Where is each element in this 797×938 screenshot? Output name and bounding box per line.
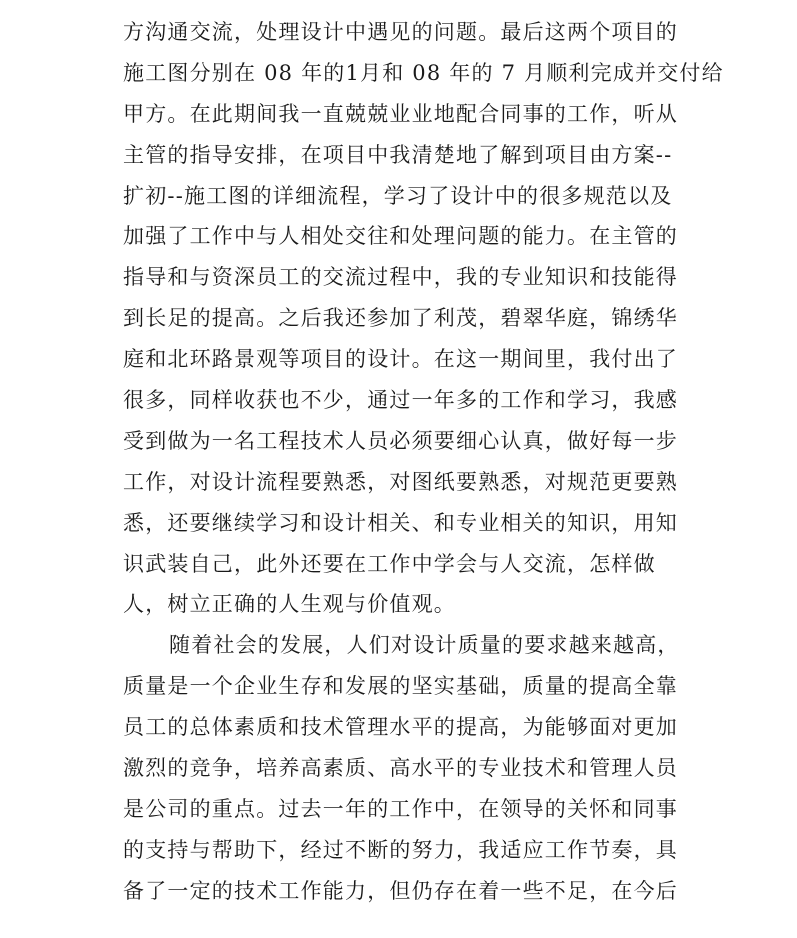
text-line: 到长足的提高。之后我还参加了利茂，碧翠华庭，锦绣华 xyxy=(123,306,678,331)
paragraph-2 xyxy=(123,625,683,911)
text-line: 加强了工作中与人相处交往和处理问题的能力。在主管的 xyxy=(123,224,678,249)
text-line: 方沟通交流，处理设计中遇见的问题。最后这两个项目的 xyxy=(123,20,678,44)
text-line: 识武装自己，此外还要在工作中学会与人交流，怎样做 xyxy=(123,551,656,576)
text-line: 指导和与资深员工的交流过程中，我的专业知识和技能得 xyxy=(123,265,678,290)
text-line-indented: 随着社会的发展，人们对设计质量的要求越来越高， xyxy=(169,633,680,658)
paragraph-1 xyxy=(123,12,724,625)
body-text xyxy=(123,12,724,912)
text-line: 备了一定的技术工作能力，但仍存在着一些不足，在今后 xyxy=(123,878,678,903)
text-line: 很多，同样收获也不少，通过一年多的工作和学习，我感 xyxy=(123,388,678,413)
text-line: 质量是一个企业生存和发展的坚实基础，质量的提高全靠 xyxy=(123,674,678,699)
text-line: 主管的指导安排，在项目中我清楚地了解到项目由方案-- xyxy=(123,142,673,167)
text-line: 激烈的竞争，培养高素质、高水平的专业技术和管理人员 xyxy=(123,756,678,781)
text-line: 甲方。在此期间我一直兢兢业业地配合同事的工作，听从 xyxy=(123,101,678,126)
text-line: 的支持与帮助下，经过不断的努力，我适应工作节奏，具 xyxy=(123,837,678,862)
text-line: 施工图分别在 08 年的1月和 08 年的 7 月顺利完成并交付给 xyxy=(123,60,724,85)
text-line: 工作，对设计流程要熟悉，对图纸要熟悉，对规范更要熟 xyxy=(123,469,678,494)
text-line: 人，树立正确的人生观与价值观。 xyxy=(123,592,456,617)
text-line: 庭和北环路景观等项目的设计。在这一期间里，我付出了 xyxy=(123,347,678,372)
text-line: 是公司的重点。过去一年的工作中，在领导的关怀和同事 xyxy=(123,796,678,821)
text-line: 悉，还要继续学习和设计相关、和专业相关的知识，用知 xyxy=(123,510,678,535)
text-line: 员工的总体素质和技术管理水平的提高，为能够面对更加 xyxy=(123,715,678,740)
text-line: 扩初--施工图的详细流程，学习了设计中的很多规范以及 xyxy=(123,183,673,208)
text-line: 受到做为一名工程技术人员必须要细心认真，做好每一步 xyxy=(123,428,678,453)
